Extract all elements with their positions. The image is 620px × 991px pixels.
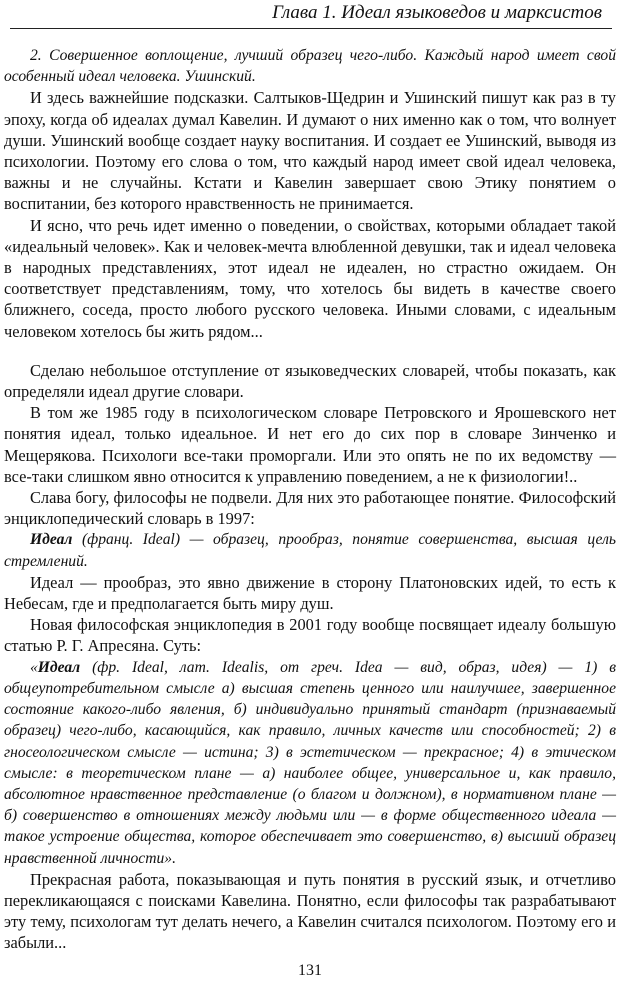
paragraph-conclusion: Прекрасная работа, показывающая и путь понятия в русский язык, и отчетливо перекликающаяся с поисками Кавелина. Понятно, если философы так разрабатывают эту тему, психологам тут делать нечего, а Кавелин считался психологом. Поэтому его и забыли... [4,869,616,953]
paragraph-prototype: Идеал — прообраз, это явно движение в сторону Платоновских идей, то есть к Небесам, где и предполагается быть миру душ. [4,572,616,614]
term-ideal: Идеал [30,531,73,549]
definition-philosophical-dictionary [4,529,616,571]
body-text [4,45,616,954]
definition-text-2: (фр. Ideal, лат. Idealis, от греч. Idea — вид, образ, идея) — 1) в общеупотребительном смысле а) высшая степень ценного или наилучшее, завершенное состояние какого-либо явления, б) индивидуально принятый стандарт (признаваемый образец) чего-либо, касающийся, как правило, личных качеств или способностей; 2) в гносеологическом смысле — истина; 3) в эстетическом — прекрасное; 4) в этическом смысле: в теоретическом плане — а) наиболее общее, универсальное и, как правило, абсолютное нравственное представление (о благом и должном), в нормативном плане — б) совершенство в отношениях между людьми или — в форме общественного идеала — такое устроение общества, которое обеспечивает это совершенство, в) высший образец нравственной личности [4,658,616,867]
header-rule [10,28,612,29]
paragraph-philosophers: Слава богу, философы не подвели. Для них это работающее понятие. Философский энциклопедический словарь в 1997: [4,488,616,529]
term-ideal-2: Идеал [37,658,81,676]
paragraph-digression: Сделаю небольшое отступление от языковедческих словарей, чтобы показать, как определяли идеал другие словари. [4,360,616,402]
quote-close: ». [164,849,176,867]
definition-text: (франц. Ideal) — образец, прообраз, понятие совершенства, высшая цель стремлений. [4,531,616,570]
page-number: 131 [298,962,322,979]
definition-new-encyclopedia [4,657,616,869]
paragraph-ushinsky: И здесь важнейшие подсказки. Салтыков-Щедрин и Ушинский пишут как раз в ту эпоху, когда об идеалах думал Кавелин. И думают о них именно как о том, что волнует души. Ушинский вообще создает науку воспитания. И создает ее Ушинский, выводя из психологии. Поэтому его слова о том, что каждый народ имеет свой идеал человека, важны и не случайны. Кстати и Кавелин завершает свою Этику понятием о воспитании, без которого нравственность не принимается. [4,88,616,214]
paragraph-psychology-dictionaries: В том же 1985 году в психологическом словаре Петровского и Ярошевского нет понятия идеал, только идеальное. И нет его до сих пор в словаре Зинченко и Мещерякова. Психологи все-таки проморгали. Или это опять не по их ведомству — все-таки слишком явно относится к управлению поведением, а не к физиологии!.. [4,403,616,486]
running-head: Глава 1. Идеал языковедов и марксистов [272,2,602,23]
paragraph-new-encyclopedia: Новая философская энциклопедия в 2001 году вообще посвящает идеалу большую статью Р. Г. Апресяна. Суть: [4,615,616,656]
paragraph-ideal-person: И ясно, что речь идет именно о поведении, о свойствах, которыми обладает такой «идеальный человек». Как и человек-мечта влюбленной девушки, так и идеал человека в народных представлениях, этот идеал не идеален, но страстно ожидаем. Он соответствует представлениям, тому, что хотелось бы видеть в качестве своего ближнего, соседа, просто любого русского человека. Иными словами, с идеальным человеком хотелось бы жить рядом... [4,215,616,341]
quote-open: « [30,658,38,676]
dictionary-definition-2: 2. Совершенное воплощение, лучший образец чего-либо. Каждый народ имеет свой особенный идеал человека. Ушинский. [4,47,616,86]
